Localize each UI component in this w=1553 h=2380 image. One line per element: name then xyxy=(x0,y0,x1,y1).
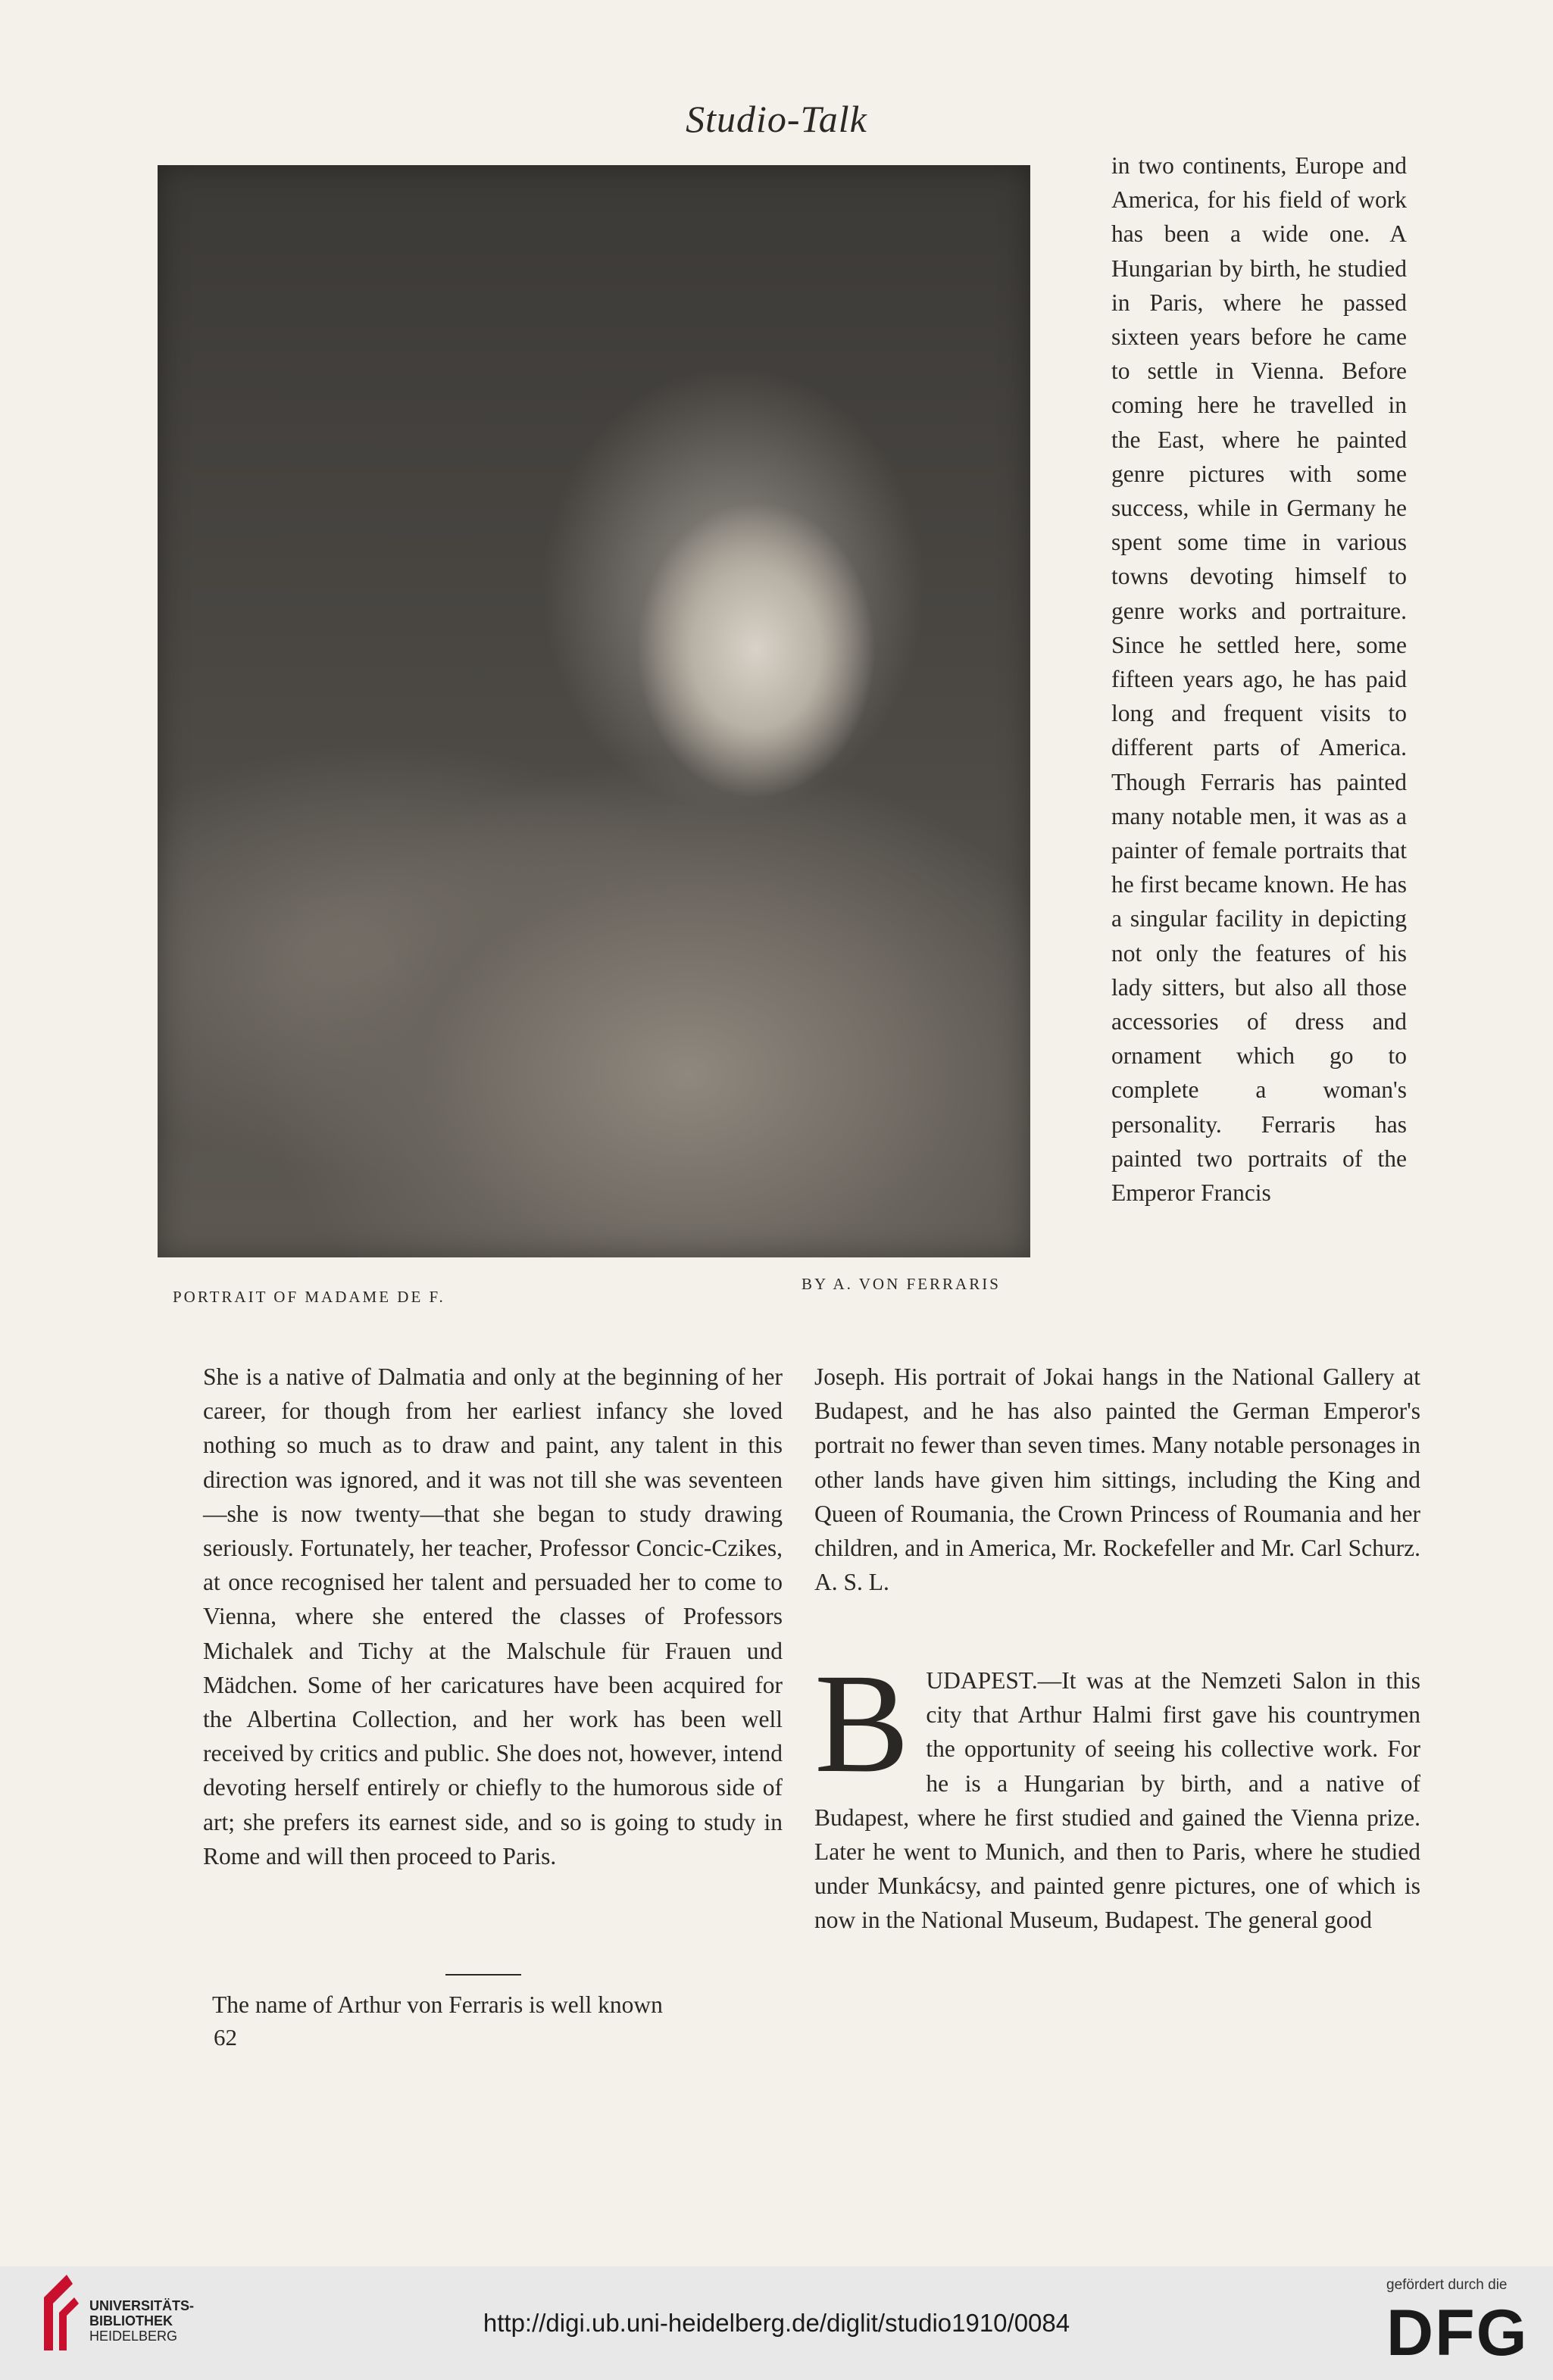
text-column-right: Joseph. His portrait of Jokai hangs in the National Gallery at Budapest, and he has also painted the German Emperor's portrait no fewer than seven times. Many notable personages in other lands have given him sittings, including the King and Queen of Roumania, the Crown Princess of Roumania and her children, and in America, Mr. Rockefeller and Mr. Carl Schurz. A. S. L. xyxy=(814,1363,1420,1596)
portrait-photograph xyxy=(158,165,1030,1257)
text-column-right-top: in two continents, Europe and America, for his field of work has been a wide one. A Hungarian by birth, he studied in Paris, where he passed sixteen years before he came to settle in Vienna. Before coming here he travelled in the East, where he painted genre pictures with some success, while in Germany he spent some time in various towns devoting himself to genre works and portraiture. Since he settled here, some fifteen years ago, he has paid long and frequent visits to different parts of America. Though Ferraris has painted many notable men, it was as a painter of female portraits that he first became known. He has a singular facility in depicting not only the features of his lady sitters, but also all those accessories of dress and ornament which go to complete a woman's personality. Ferraris has painted two portraits of the Emperor Francis xyxy=(1111,152,1407,1207)
drop-cap: B xyxy=(814,1644,910,1802)
source-url-link[interactable]: http://digi.ub.uni-heidelberg.de/diglit/studio1910/0084 xyxy=(483,2309,1070,2337)
closing-paragraph: The name of Arthur von Ferraris is well known xyxy=(212,1991,663,2018)
section-budapest-text: UDAPEST.—It was at the Nemzeti Salon in this city that Arthur Halmi first gave his countrymen the opportunity of seeing his collective work. For he is a Hungarian by birth, and a native of Budapest, where he first studied and gained the Vienna prize. Later he went to Munich, and then to Paris, where he studied under Munkácsy, and painted genre pictures, one of which is now in the National Museum, Budapest. The general good xyxy=(814,1667,1420,1934)
page-number: 62 xyxy=(214,2024,237,2050)
library-name[interactable]: UNIVERSITÄTS- BIBLIOTHEK HEIDELBERG xyxy=(89,2298,195,2344)
section-budapest xyxy=(814,1644,1420,1938)
running-head: Studio-Talk xyxy=(686,98,867,140)
dfg-logo[interactable]: DFG xyxy=(1386,2297,1529,2369)
caption-title: PORTRAIT OF MADAME DE F. xyxy=(173,1288,445,1306)
caption-artist: BY A. VON FERRARIS xyxy=(801,1275,1001,1293)
text-column-left: She is a native of Dalmatia and only at the beginning of her career, for though from her earliest infancy she loved nothing so much as to draw and paint, any talent in this direction was ignored, and it was not till she was seventeen—she is now twenty—that she began to study drawing seriously. Fortunately, her teacher, Professor Concic-Czikes, at once recognised her talent and persuaded her to come to Vienna, where she entered the classes of Professors Michalek and Tichy at the Malschule für Frauen und Mädchen. Some of her caricatures have been acquired for the Albertina Collection, and her work has been well received by critics and public. She does not, however, intend devoting herself entirely or chiefly to the humorous side of art; she prefers its earnest side, and so is going to study in Rome and will then proceed to Paris. xyxy=(203,1363,783,1869)
funded-by-label: gefördert durch die xyxy=(1386,2277,1508,2293)
section-rule xyxy=(445,1974,521,1976)
